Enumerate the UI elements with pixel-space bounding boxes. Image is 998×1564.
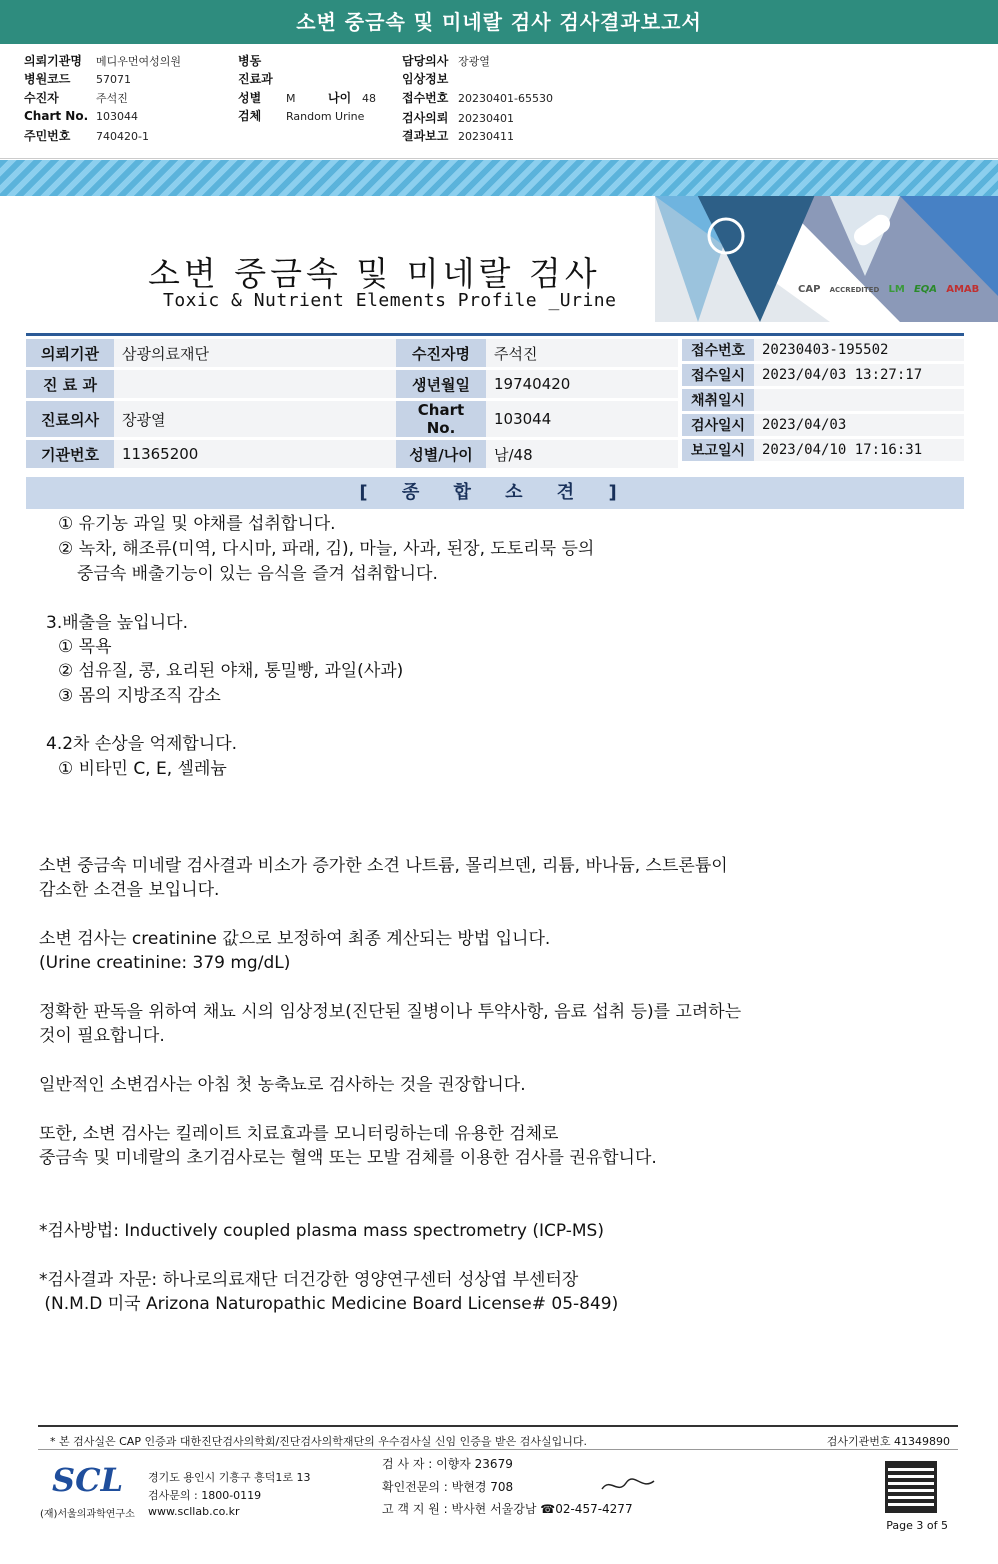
header-field-label: 병동 (238, 54, 262, 68)
patient-label: 의뢰기관 (26, 339, 114, 367)
summary-line: (N.M.D 미국 Arizona Naturopathic Medicine Board License# 05-849) (39, 1294, 619, 1314)
header-field (238, 89, 296, 106)
header-field-label: 수진자 (24, 91, 59, 105)
header-field-label: 주민번호 (24, 129, 71, 143)
patient-value: 19740420 (486, 370, 678, 398)
summary-header: [ 종 합 소 견 ] (26, 477, 964, 509)
summary-line: 일반적인 소변검사는 아침 첫 농축뇨로 검사하는 것을 권장합니다. (39, 1075, 526, 1095)
cap-accredited-logo: ACCREDITED (829, 286, 880, 294)
receipt-value: 20230403-195502 (754, 339, 964, 361)
summary-line: *검사결과 자문: 하나로의료재단 더건강한 영양연구센터 성상엽 부센터장 (39, 1270, 579, 1290)
receipt-label: 채취일시 (682, 389, 754, 411)
patient-value: 주석진 (486, 339, 678, 367)
summary-line: ② 녹차, 해조류(미역, 다시마, 파래, 김), 마늘, 사과, 된장, 도토리묵 등의 (58, 539, 595, 559)
lm-logo: LM (888, 284, 905, 295)
header-field (24, 52, 181, 69)
patient-row (26, 401, 678, 437)
banner-title-korean: 소변 중금속 및 미네랄 검사 (148, 254, 601, 293)
header-field-value: 메디우먼여성의원 (96, 55, 182, 68)
patient-label: 성별/나이 (396, 440, 486, 468)
org-name: (재)서울의과학연구소 (40, 1509, 135, 1520)
header-field-label: 결과보고 (402, 129, 449, 143)
header-field-value: 103044 (96, 110, 138, 123)
header-field (402, 70, 458, 87)
contact: 검사문의 : 1800-0119 (148, 1489, 262, 1502)
header-field-label: 의뢰기관명 (24, 54, 82, 68)
receipt-row (682, 364, 964, 386)
report-header (0, 44, 998, 159)
header-field-value: 주석진 (96, 92, 128, 105)
patient-label: Chart No. (396, 401, 486, 437)
patient-value: 남/48 (486, 440, 678, 468)
receipt-label: 접수일시 (682, 364, 754, 386)
customer-support: 고 객 지 원 : 박사현 서울강남 ☎02-457-4277 (382, 1502, 633, 1516)
summary-line: *검사방법: Inductively coupled plasma mass spectrometry (ICP-MS) (39, 1221, 604, 1241)
eqa-logo: EQA (913, 284, 938, 295)
header-field (24, 89, 128, 106)
accreditation-logos (798, 284, 985, 295)
accreditation-notice: * 본 검사실은 CAP 인증과 대한진단검사의학회/진단검사의학재단의 우수검사실 신임 인증을 받은 검사실입니다. (50, 1435, 588, 1448)
summary-line: 또한, 소변 검사는 킬레이트 치료효과를 모니터링하는데 유용한 검체로 (39, 1124, 559, 1144)
patient-value: 11365200 (114, 440, 396, 468)
agency-number: 검사기관번호 41349890 (826, 1435, 950, 1448)
patient-value (114, 370, 396, 398)
summary-line: 것이 필요합니다. (39, 1026, 165, 1046)
header-field-value: 20230401-65530 (458, 92, 553, 105)
patient-label: 생년월일 (396, 370, 486, 398)
patient-row (26, 370, 678, 398)
header-field (24, 70, 131, 87)
header-field-label: 병원코드 (24, 72, 71, 86)
header-field (238, 70, 286, 87)
header-field-label: Chart No. (24, 109, 89, 123)
summary-line: ① 비타민 C, E, 셀레늄 (58, 759, 227, 779)
header-field-value: M (286, 92, 296, 105)
tester: 검 사 자 : 이향자 23679 (382, 1457, 513, 1471)
receipt-label: 검사일시 (682, 414, 754, 436)
decorative-stripe (0, 160, 998, 196)
receipt-value: 2023/04/03 (754, 414, 964, 436)
summary-line: 3.배출을 높입니다. (46, 613, 188, 633)
page-number: Page 3 of 5 (886, 1519, 948, 1532)
patient-info-table (26, 336, 678, 471)
cap-logo: CAP (798, 284, 821, 295)
receipt-row (682, 389, 964, 411)
scl-logo: SCL (52, 1461, 124, 1499)
receipt-value: 2023/04/03 13:27:17 (754, 364, 964, 386)
receipt-row (682, 414, 964, 436)
address: 경기도 용인시 기흥구 흥덕1로 13 (148, 1471, 311, 1484)
summary-line: 소변 검사는 creatinine 값으로 보정하여 최종 계산되는 방법 입니다. (39, 929, 551, 949)
summary-line: 소변 중금속 미네랄 검사결과 비소가 증가한 소견 나트륨, 몰리브덴, 리튬, 바나듐, 스트론튬이 (39, 856, 728, 876)
header-field-value: 20230401 (458, 112, 514, 125)
header-age-label: 나이 (328, 91, 352, 105)
header-field (402, 89, 553, 106)
summary-line: (Urine creatinine: 379 mg/dL) (39, 953, 291, 973)
header-field-label: 진료과 (238, 72, 273, 86)
footer-rule-2 (38, 1449, 958, 1450)
website: www.scllab.co.kr (148, 1505, 240, 1518)
summary-line: ① 유기농 과일 및 야채를 섭취합니다. (58, 514, 336, 534)
header-field-label: 검체 (238, 109, 262, 123)
header-field-label: 접수번호 (402, 91, 449, 105)
header-field-label: 성별 (238, 91, 262, 105)
header-field-value: 740420-1 (96, 130, 149, 143)
header-field-value: Random Urine (286, 110, 365, 123)
summary-line: ② 섬유질, 콩, 요리된 야채, 통밀빵, 과일(사과) (58, 661, 404, 681)
receipt-label: 접수번호 (682, 339, 754, 361)
patient-label: 진료의사 (26, 401, 114, 437)
patient-row (26, 440, 678, 468)
header-field-value: 57071 (96, 73, 131, 86)
receipt-row (682, 339, 964, 361)
header-field (238, 52, 286, 69)
receipt-value: 2023/04/10 17:16:31 (754, 439, 964, 461)
header-field-label: 검사의뢰 (402, 111, 449, 125)
summary-line: 중금속 배출기능이 있는 음식을 즐겨 섭취합니다. (77, 564, 438, 584)
header-field (402, 52, 490, 69)
signature-image (598, 1473, 658, 1497)
patient-value: 삼광의료재단 (114, 339, 396, 367)
amab-logo: AMAB (946, 284, 980, 295)
header-field (402, 127, 514, 144)
header-field-label: 담당의사 (402, 54, 449, 68)
summary-line: 4.2차 손상을 억제합니다. (46, 734, 238, 754)
header-field-label: 임상정보 (402, 72, 449, 86)
header-age (328, 89, 376, 106)
patient-value: 103044 (486, 401, 678, 437)
patient-label: 기관번호 (26, 440, 114, 468)
patient-label: 진 료 과 (26, 370, 114, 398)
receipt-label: 보고일시 (682, 439, 754, 461)
patient-label: 수진자명 (396, 339, 486, 367)
header-field (24, 127, 149, 144)
patient-row (26, 339, 678, 367)
summary-line: ③ 몸의 지방조직 감소 (58, 686, 221, 706)
header-field-value: 장광열 (458, 55, 490, 68)
summary-line: 중금속 및 미네랄의 초기검사로는 혈액 또는 모발 검체를 이용한 검사를 권유합니다. (39, 1148, 657, 1168)
receipt-value (754, 389, 964, 411)
receipt-row (682, 439, 964, 461)
qr-code (885, 1461, 937, 1513)
footer-rule (38, 1425, 958, 1427)
banner-title-english: Toxic & Nutrient Elements Profile _Urine (163, 290, 617, 311)
header-field (238, 107, 364, 124)
header-field-value: 20230411 (458, 130, 514, 143)
receipt-info-table (682, 336, 964, 464)
header-age-value: 48 (362, 92, 376, 105)
header-field (24, 109, 138, 123)
report-footer (38, 1425, 958, 1532)
summary-line: ① 목욕 (58, 637, 112, 657)
reviewer: 확인전문의 : 박현경 708 (382, 1480, 514, 1494)
summary-line: 감소한 소견을 보입니다. (39, 880, 220, 900)
report-title-bar: 소변 중금속 및 미네랄 검사 검사결과보고서 (0, 0, 998, 44)
summary-line: 정확한 판독을 위하여 채뇨 시의 임상정보(진단된 질병이나 투약사항, 음료 섭취 등)를 고려하는 (39, 1002, 742, 1022)
patient-value: 장광열 (114, 401, 396, 437)
header-field (402, 109, 514, 126)
